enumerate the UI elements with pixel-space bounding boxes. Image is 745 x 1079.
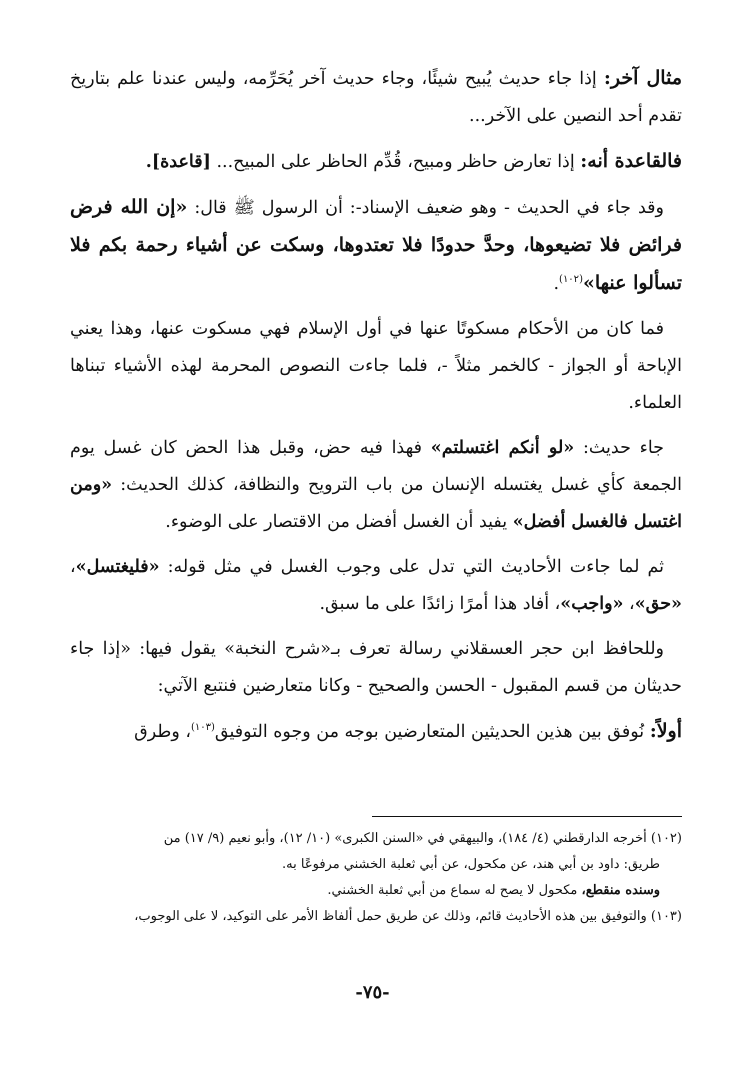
ghusl-mid: فهذا فيه حض، وقبل هذا الحض كان غسل يوم الجمعة كأي غسل يغتسله الإنسان من باب الترويح والنظافة، كذلك الحديث: bbox=[70, 438, 682, 495]
ghusl-hadith-1: «لو أنكم اغتسلتم» bbox=[430, 438, 575, 458]
ghusl-intro: جاء حديث: bbox=[574, 438, 665, 458]
hadith-end: . bbox=[553, 274, 560, 294]
separator: ، bbox=[623, 594, 635, 614]
ibn-hajar-text: وللحافظ ابن حجر العسقلاني رسالة تعرف بـ«شرح النخبة» يقول فيها: «إذا جاء حديثان من قسم المقبول - الحسن والصحيح - وكانا متعارضين فنتبع الآتي: bbox=[70, 639, 682, 696]
word-wajib: «واجب» bbox=[560, 594, 624, 614]
footnote-102-text: مكحول لا يصح له سماع من أبي ثعلبة الخشني. bbox=[327, 883, 582, 898]
main-text bbox=[70, 60, 682, 759]
word-haqq: «حق» bbox=[634, 594, 682, 614]
first-end: ، وطرق bbox=[134, 722, 191, 742]
footnote-ref-102: (١٠٢) bbox=[559, 274, 583, 286]
separator: ، bbox=[70, 557, 76, 577]
paragraph-example bbox=[70, 60, 682, 135]
hadith-text: «إن الله فرض فرائض فلا تضيعوها، وحدَّ حدودًا فلا تعتدوها، وسكت عن أشياء رحمة بكم فلا تسألوا عنها» bbox=[70, 196, 682, 294]
paragraph-ghusl bbox=[70, 430, 682, 541]
example-label: مثال آخر: bbox=[603, 67, 683, 89]
footnote-102-line-2: طريق: داود بن أبي هند، عن مكحول، عن أبي ثعلبة الخشني مرفوعًا به. bbox=[282, 857, 660, 872]
page-number: -٧٥- bbox=[355, 982, 390, 1003]
obligation-intro: ثم لما جاءت الأحاديث التي تدل على وجوب الغسل في مثل قوله: bbox=[159, 557, 664, 577]
footnote-102-line-1: (١٠٢) أخرجه الدارقطني (٤/ ١٨٤)، والبيهقي في «السنن الكبرى» (١٠/ ١٢)، وأبو نعيم (٩/ ١٧) من bbox=[163, 831, 682, 846]
footnote-separator bbox=[372, 816, 682, 817]
first-text: نُوفق بين هذين الحديثين المتعارضين بوجه من وجوه التوفيق bbox=[214, 722, 650, 742]
footnote-102-line-3 bbox=[70, 878, 682, 904]
footnote-ref-103: (١٠٣) bbox=[190, 722, 215, 734]
footnote-102-label: وسنده منقطع، bbox=[581, 883, 660, 898]
word-falyaghtasil: «فليغتسل» bbox=[75, 557, 160, 577]
rule-text: إذا تعارض حاظر ومبيح، قُدِّم الحاظر على المبيح... bbox=[210, 152, 581, 172]
paragraph-rule bbox=[70, 143, 682, 181]
ghusl-hadith-2: «ومن اغتسل فالغسل أفضل» bbox=[70, 475, 682, 532]
paragraph-silence bbox=[70, 311, 682, 422]
example-text: إذا جاء حديث يُبيح شيئًا، وجاء حديث آخر يُحَرِّمه، وليس عندنا علم بتاريخ تقدم أحد النصين على الآخر... bbox=[70, 69, 682, 126]
rule-label: فالقاعدة أنه: bbox=[580, 150, 682, 172]
silence-text: فما كان من الأحكام مسكوتًا عنها في أول الإسلام فهي مسكوت عنها، وهذا يعني الإباحة أو الجواز - كالخمر مثلاً -، فلما جاءت النصوص المحرمة لهذه الأشياء تبناها العلماء. bbox=[70, 319, 682, 413]
first-label: أولاً: bbox=[649, 720, 682, 742]
hadith-intro: وقد جاء في الحديث - وهو ضعيف الإسناد-: أن الرسول ﷺ قال: bbox=[187, 198, 664, 218]
rule-tag: [قاعدة]. bbox=[145, 152, 211, 172]
paragraph-hadith bbox=[70, 189, 682, 303]
obligation-end: ، أفاد هذا أمرًا زائدًا على ما سبق. bbox=[319, 594, 561, 614]
footnote-103: (١٠٣) والتوفيق بين هذه الأحاديث قائم، وذلك عن طريق حمل ألفاظ الأمر على التوكيد، لا على الوجوب، bbox=[134, 909, 682, 924]
footnotes bbox=[70, 826, 682, 930]
ghusl-end: يفيد أن الغسل أفضل من الاقتصار على الوضوء. bbox=[165, 512, 513, 532]
paragraph-ibn-hajar bbox=[70, 631, 682, 705]
paragraph-obligation bbox=[70, 549, 682, 623]
paragraph-first bbox=[70, 713, 682, 751]
